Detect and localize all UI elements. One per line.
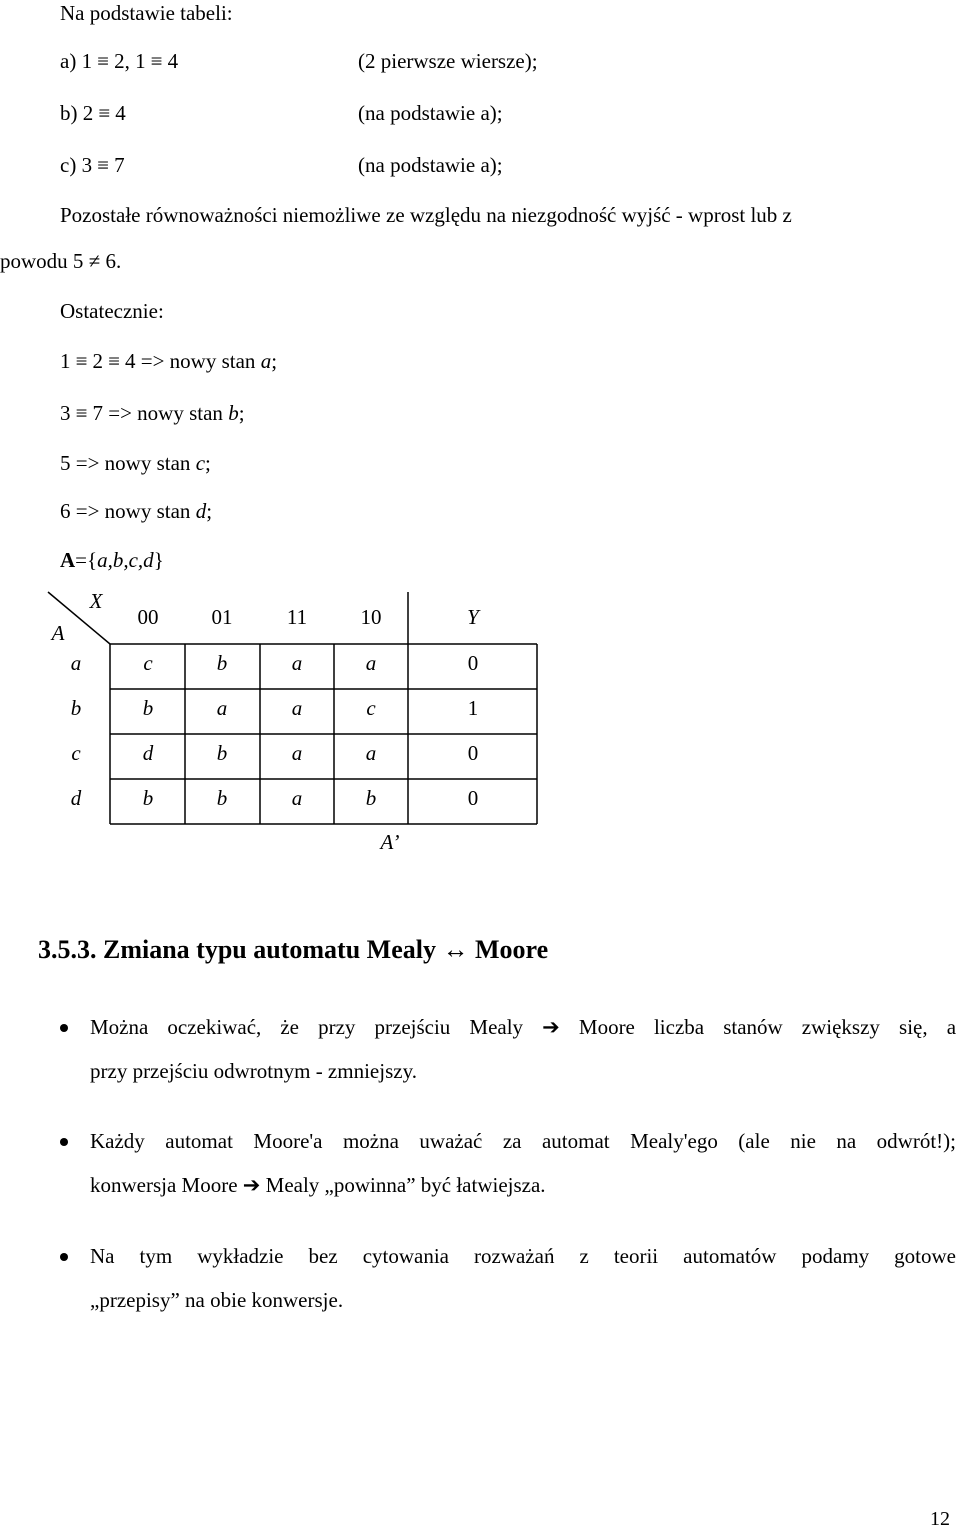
equivalence-symbol-icon (146, 48, 168, 74)
bullet-text: konwersja Moore (90, 1173, 238, 1197)
table-cell: c (366, 696, 376, 720)
item-label: a) (60, 49, 77, 73)
final-text: => nowy stan (75, 451, 191, 475)
item-note: (2 pierwsze wiersze); (358, 49, 538, 73)
table-output: 0 (467, 786, 479, 810)
table-footer-label: A’ (380, 830, 400, 854)
set-close: } (153, 548, 164, 572)
intro-text: Na podstawie tabeli: (60, 1, 233, 25)
final-num: 2 (92, 349, 103, 373)
equivalence-symbol-icon (71, 348, 93, 374)
set-name: A (60, 548, 76, 572)
equivalence-symbol-icon (71, 400, 93, 426)
table-row-state: a (70, 651, 82, 675)
final-num: 4 (125, 349, 136, 373)
table-output: 0 (467, 741, 479, 765)
table-cell: b (142, 696, 154, 720)
section-title-post: Moore (474, 935, 549, 964)
set-open: ={ (75, 548, 98, 572)
final-line-c (60, 450, 211, 476)
right-arrow-icon: ➔ (542, 1015, 560, 1039)
page-number: 12 (930, 1508, 950, 1530)
bullet-text: Moore liczba stanów zwiększy się, a (578, 1015, 957, 1039)
item-label: c) (60, 153, 77, 177)
final-num: 1 (60, 349, 71, 373)
equivalence-symbol-icon (92, 152, 114, 178)
equivalence-item-a (60, 48, 538, 74)
bullet-text: Można oczekiwać, że przy przejściu Mealy (90, 1015, 524, 1039)
item-lhs: 3 (81, 153, 93, 177)
bullet-text: „przepisy” na obie konwersje. (90, 1288, 344, 1312)
double-arrow-icon: ↔ (442, 935, 469, 964)
final-num: 5 (60, 451, 71, 475)
table-output: 0 (467, 651, 479, 675)
bullet-text: przy przejściu odwrotnym - zmniejszy. (90, 1059, 417, 1083)
bullet-paragraph-3 (90, 1234, 956, 1322)
table-cell: a (216, 696, 228, 720)
bullet-paragraph-1 (90, 1005, 956, 1093)
final-line-d (60, 498, 212, 524)
bullet-icon (60, 1024, 68, 1032)
equivalence-item-c (60, 152, 503, 178)
final-num: 6 (60, 499, 71, 523)
final-end: ; (206, 499, 213, 523)
item-lhs: 1 (81, 49, 93, 73)
equivalence-symbol-icon (92, 48, 114, 74)
final-line-a (60, 348, 277, 374)
table-cell: a (291, 696, 303, 720)
table-row-state: d (70, 786, 82, 810)
table-cell: b (365, 786, 377, 810)
table-cell: a (365, 741, 377, 765)
item-rhs: 7 (114, 153, 125, 177)
state-set (60, 547, 164, 573)
section-number: 3.5.3. (38, 935, 97, 964)
final-line-b (60, 400, 245, 426)
final-text: => nowy stan (75, 499, 191, 523)
remaining-text-line2 (0, 248, 121, 274)
table-cell: b (142, 786, 154, 810)
table-output: 1 (467, 696, 479, 720)
final-label: Ostatecznie: (60, 299, 164, 323)
bullet-text: Mealy „powinna” być łatwiejsza. (265, 1173, 546, 1197)
remaining-pre: powodu 5 (0, 249, 84, 273)
final-state: d (195, 499, 207, 523)
item-label: b) (60, 101, 78, 125)
bullet-paragraph-2 (90, 1119, 956, 1207)
table-cell: d (142, 741, 154, 765)
remaining-text-line1: Pozostałe równoważności niemożliwe ze względu na niezgodność wyjść - wprost lub z (60, 203, 792, 227)
bullet-text: Każdy automat Moore'a można uważać za automat Mealy'ego (ale nie na odwrót!); (90, 1129, 956, 1153)
table-cell: b (216, 786, 228, 810)
bullet-icon (60, 1253, 68, 1261)
final-num: 7 (92, 401, 103, 425)
not-equal-icon (89, 249, 101, 273)
item-note: (na podstawie a); (358, 101, 503, 125)
table-col-header: 10 (360, 605, 382, 629)
section-title-pre: Zmiana typu automatu Mealy (103, 935, 436, 964)
table-cell: a (291, 651, 303, 675)
item-lhs: 2 (82, 101, 94, 125)
equivalence-item-b (60, 100, 503, 126)
table-cell: a (291, 786, 303, 810)
table-cell: b (216, 741, 228, 765)
final-state: b (228, 401, 239, 425)
final-end: ; (238, 401, 245, 425)
table-col-header: 01 (211, 605, 233, 629)
set-members: a,b,c,d (97, 548, 154, 572)
table-cell: a (365, 651, 377, 675)
table-y-header: Y (467, 605, 479, 629)
table-col-header: 11 (286, 605, 308, 629)
item-rhs: 4 (167, 49, 179, 73)
table-corner-x: X (89, 589, 103, 613)
equivalence-symbol-icon (93, 100, 115, 126)
final-end: ; (271, 349, 278, 373)
final-text: => nowy stan (108, 401, 223, 425)
remaining-post: 6. (105, 249, 122, 273)
table-corner-a: A (51, 621, 65, 645)
item-note: (na podstawie a); (358, 153, 503, 177)
table-cell: a (291, 741, 303, 765)
item-rhs: 4 (115, 101, 126, 125)
final-end: ; (205, 451, 211, 475)
final-state: c (195, 451, 206, 475)
section-heading (38, 935, 548, 965)
final-text: => nowy stan (140, 349, 256, 373)
equivalence-symbol-icon (103, 348, 125, 374)
table-cell: b (216, 651, 228, 675)
table-row-state: c (71, 741, 81, 765)
table-cell: c (143, 651, 153, 675)
final-num: 3 (60, 401, 71, 425)
bullet-icon (60, 1138, 68, 1146)
item-mid: 2, 1 (114, 49, 146, 73)
table-row-state: b (70, 696, 82, 720)
bullet-text: Na tym wykładzie bez cytowania rozważań z teorii automatów podamy gotowe (90, 1244, 956, 1268)
final-state: a (260, 349, 272, 373)
table-col-header: 00 (137, 605, 159, 629)
right-arrow-icon: ➔ (242, 1173, 261, 1197)
